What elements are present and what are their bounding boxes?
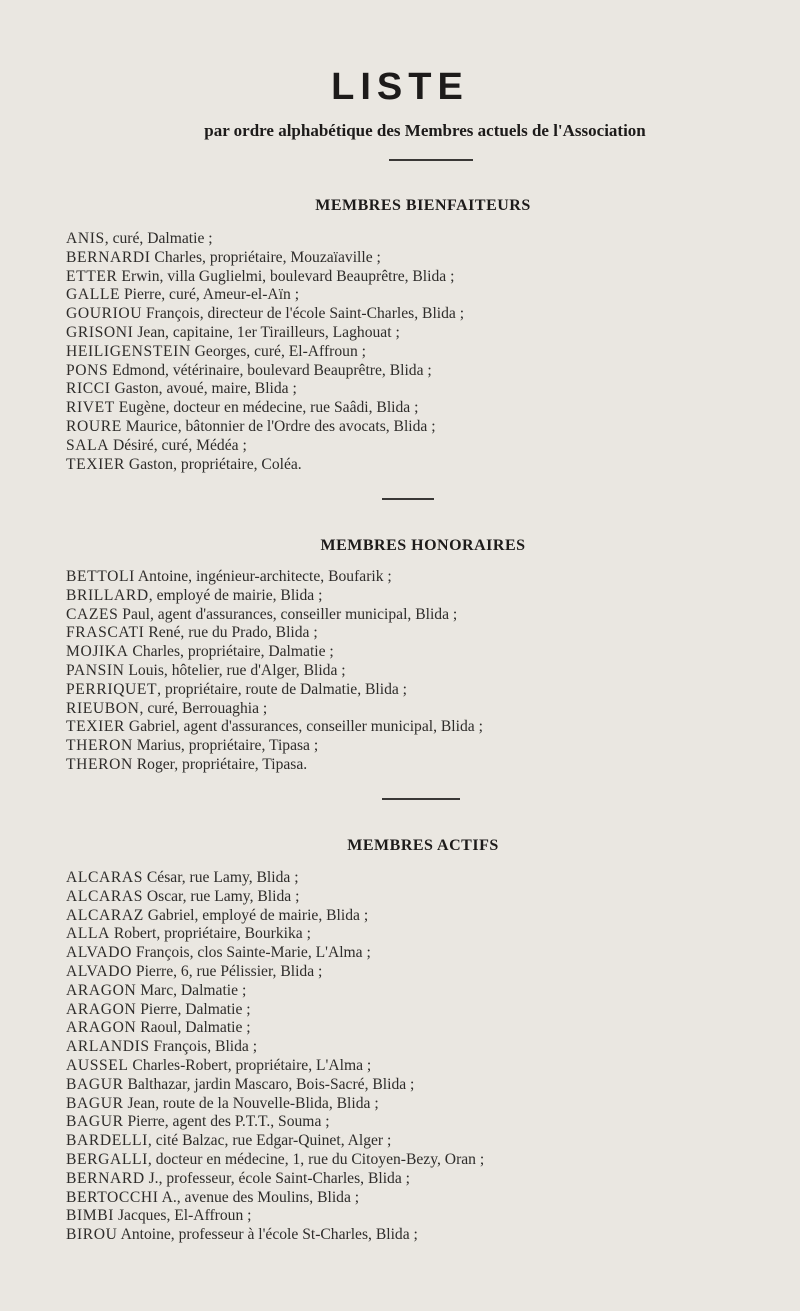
list-item [66,756,483,775]
member-details: Charles, propriétaire, Dalmatie ; [128,643,334,661]
list-item [66,1019,484,1038]
member-surname: RICCI [66,380,111,398]
list-item [66,681,483,700]
list-item [66,418,464,437]
member-surname: ANIS [66,230,105,247]
member-surname: FRASCATI [66,624,145,642]
member-surname: RIVET [66,399,115,417]
list-item [66,1001,484,1020]
member-surname: ARLANDIS [66,1038,150,1056]
member-details: François, clos Sainte-Marie, L'Alma ; [132,944,371,962]
member-surname: GRISONI [66,323,134,341]
member-surname: BERTOCCHI [66,1188,159,1206]
list-item [66,249,464,268]
member-details: Balthazar, jardin Mascaro, Bois-Sacré, Blida ; [123,1075,415,1093]
member-details: Maurice, bâtonnier de l'Ordre des avocats, Blida ; [121,417,436,435]
member-details: , curé, Berrouaghia ; [139,699,268,717]
member-surname: HEILIGENSTEIN [66,342,191,360]
member-surname: PONS [66,361,109,379]
member-surname: ALCARAS [66,869,143,886]
member-details: Robert, propriétaire, Bourkika ; [109,925,311,943]
member-details: Antoine, professeur à l'école St-Charles, Blida ; [117,1226,418,1244]
list-item [66,437,464,456]
list-item [66,324,464,343]
list-item [66,1057,484,1076]
list-item [66,963,484,982]
member-details: Désiré, curé, Médéa ; [109,436,247,454]
list-item [66,380,464,399]
honoraires-list [66,568,483,775]
list-item [66,456,464,475]
member-details: François, directeur de l'école Saint-Charles, Blida ; [142,305,465,323]
member-surname: BIMBI [66,1207,115,1225]
member-surname: ALVADO [66,962,132,980]
member-details: Erwin, villa Guglielmi, boulevard Beauprêtre, Blida ; [117,267,455,285]
member-surname: BAGUR [66,1075,124,1093]
member-details: , docteur en médecine, 1, rue du Citoyen-Bezy, Oran ; [147,1150,485,1168]
list-item [66,1113,484,1132]
list-item [66,643,483,662]
member-details: Pierre, agent des P.T.T., Souma ; [123,1113,330,1131]
list-item [66,606,483,625]
member-surname: GALLE [66,286,121,304]
member-details: Gaston, avoué, maire, Blida ; [110,380,297,398]
list-item [66,305,464,324]
list-item [66,1170,484,1189]
list-item [66,362,464,381]
list-item [66,587,483,606]
list-item [66,1151,484,1170]
member-details: Gaston, propriétaire, Coléa. [125,455,302,473]
list-item [66,888,484,907]
section-heading-bienfaiteurs: MEMBRES BIENFAITEURS [315,197,531,214]
member-details: Pierre, 6, rue Pélissier, Blida ; [132,962,323,980]
list-item [66,982,484,1001]
member-surname: TEXIER [66,718,126,736]
list-item [66,1226,484,1245]
member-details: J., professeur, école Saint-Charles, Blida ; [144,1169,410,1187]
list-item [66,700,483,719]
member-details: Jacques, El-Affroun ; [114,1207,252,1225]
member-details: François, Blida ; [149,1038,258,1056]
member-details: Oscar, rue Lamy, Blida ; [142,887,300,905]
member-surname: SALA [66,436,110,454]
list-item [66,662,483,681]
member-surname: BARDELLI [66,1132,148,1150]
member-details: Charles, propriétaire, Mouzaïaville ; [150,248,381,266]
member-details: Jean, capitaine, 1er Tirailleurs, Laghouat ; [133,323,400,341]
member-details: , curé, Dalmatie ; [104,230,213,247]
member-details: Eugène, docteur en médecine, rue Saâdi, Blida ; [114,399,419,417]
member-details: Edmond, vétérinaire, boulevard Beauprêtre, Blida ; [108,361,432,379]
member-surname: RIEUBON [66,699,140,717]
member-surname: ETTER [66,267,118,285]
member-surname: BIROU [66,1226,118,1244]
member-surname: MOJIKA [66,643,129,661]
page-subtitle: par ordre alphabétique des Membres actuels de l'Association [204,121,646,140]
list-item [66,343,464,362]
list-item [66,568,483,587]
member-surname: ALCARAZ [66,906,144,924]
member-details: , cité Balzac, rue Edgar-Quinet, Alger ; [147,1132,392,1150]
section-heading-honoraires: MEMBRES HONORAIRES [320,537,526,554]
member-details: Jean, route de la Nouvelle-Blida, Blida ; [123,1094,379,1112]
member-surname: BERNARD [66,1169,145,1187]
list-item [66,907,484,926]
member-surname: AUSSEL [66,1056,129,1074]
list-item [66,925,484,944]
list-item [66,268,464,287]
member-details: Raoul, Dalmatie ; [136,1019,251,1037]
member-surname: ARAGON [66,1000,137,1018]
member-surname: BAGUR [66,1094,124,1112]
list-item [66,1207,484,1226]
bienfaiteurs-list [66,230,464,474]
member-surname: PERRIQUET [66,680,158,698]
member-surname: ROURE [66,417,122,435]
list-item [66,624,483,643]
member-details: René, rue du Prado, Blida ; [144,624,318,642]
member-details: Pierre, Dalmatie ; [136,1000,251,1018]
member-surname: BERGALLI [66,1150,148,1168]
list-item [66,399,464,418]
list-item [66,737,483,756]
member-details: Gabriel, employé de mairie, Blida ; [143,906,369,924]
list-item [66,1076,484,1095]
actifs-list [66,869,484,1245]
member-details: A., avenue des Moulins, Blida ; [158,1188,360,1206]
section-divider [382,798,460,800]
page-title: LISTE [331,66,469,108]
member-details: , employé de mairie, Blida ; [148,586,323,604]
member-surname: THERON [66,737,133,755]
member-surname: ALCARAS [66,887,143,905]
member-surname: BAGUR [66,1113,124,1131]
list-item [66,869,484,888]
list-item [66,718,483,737]
member-details: Louis, hôtelier, rue d'Alger, Blida ; [124,661,346,679]
member-surname: ALVADO [66,944,132,962]
member-details: Gabriel, agent d'assurances, conseiller municipal, Blida ; [125,718,483,736]
section-divider [382,498,434,500]
member-surname: BRILLARD [66,586,149,604]
member-details: , propriétaire, route de Dalmatie, Blida ; [157,680,408,698]
member-surname: BETTOLI [66,568,135,585]
member-details: Pierre, curé, Ameur-el-Aïn ; [120,286,300,304]
member-surname: TEXIER [66,455,126,473]
title-divider [389,159,473,161]
list-item [66,944,484,963]
member-surname: GOURIOU [66,305,143,323]
member-surname: CAZES [66,605,119,623]
list-item [66,1132,484,1151]
list-item [66,230,464,249]
list-item [66,1095,484,1114]
member-surname: BERNARDI [66,248,151,266]
member-surname: ARAGON [66,981,137,999]
member-details: Georges, curé, El-Affroun ; [190,342,366,360]
list-item [66,286,464,305]
member-surname: ALLA [66,925,110,943]
member-surname: THERON [66,755,133,773]
member-details: Charles-Robert, propriétaire, L'Alma ; [128,1056,372,1074]
member-details: Antoine, ingénieur-architecte, Boufarik ; [134,568,392,585]
section-heading-actifs: MEMBRES ACTIFS [347,837,499,854]
list-item [66,1038,484,1057]
member-details: Paul, agent d'assurances, conseiller municipal, Blida ; [118,605,458,623]
member-surname: PANSIN [66,661,125,679]
member-details: César, rue Lamy, Blida ; [142,869,299,886]
member-details: Marc, Dalmatie ; [136,981,247,999]
member-details: Marius, propriétaire, Tipasa ; [132,737,319,755]
member-details: Roger, propriétaire, Tipasa. [132,755,308,773]
list-item [66,1189,484,1208]
member-surname: ARAGON [66,1019,137,1037]
